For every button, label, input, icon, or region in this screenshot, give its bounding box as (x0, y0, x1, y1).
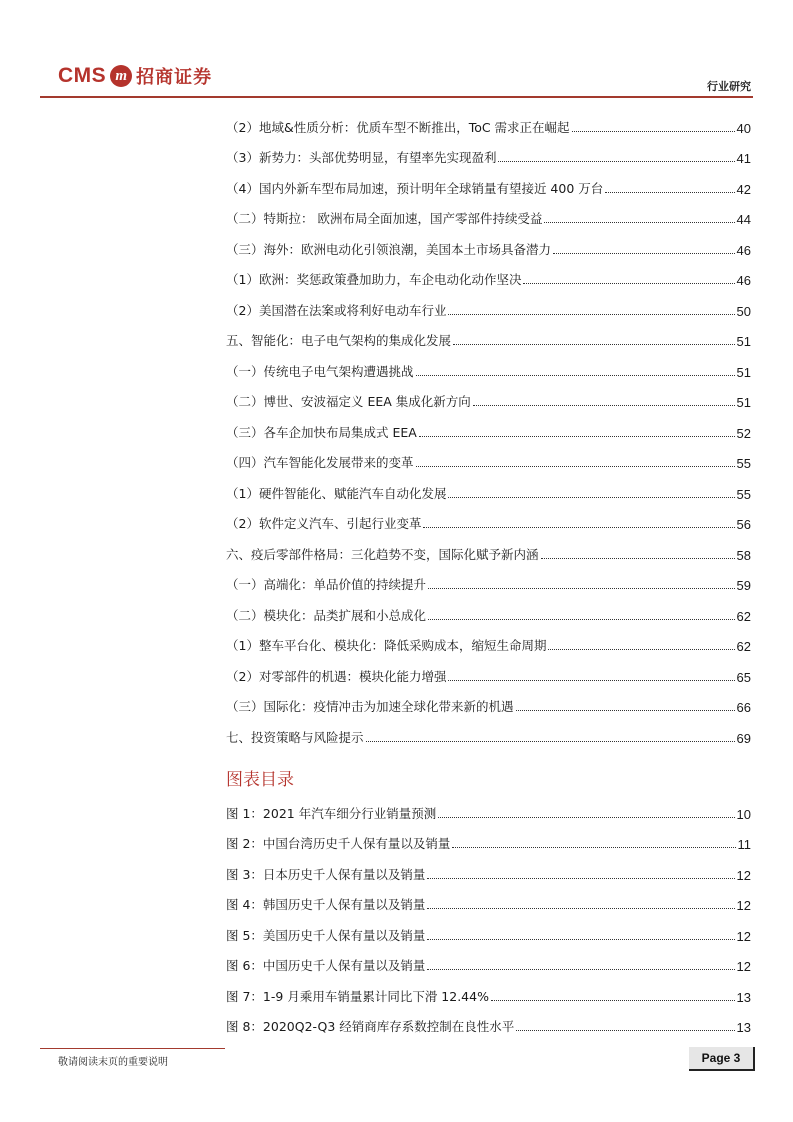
figure-entry[interactable] (226, 1005, 751, 1036)
figure-entry-page: 12 (736, 898, 751, 913)
leader-dots (453, 344, 735, 345)
toc-entry[interactable] (226, 624, 751, 655)
toc-entry-title: （1）欧洲：奖惩政策叠加助力，车企电动化动作坚决 (226, 272, 522, 287)
leader-dots (448, 497, 734, 498)
toc-entry[interactable] (226, 105, 751, 136)
toc-entry-page: 42 (736, 181, 751, 197)
leader-dots (427, 969, 734, 970)
toc-entry-page: 44 (736, 212, 751, 227)
toc-entry[interactable] (226, 410, 751, 441)
leader-dots (523, 283, 734, 284)
toc-entry-page: 46 (736, 273, 751, 288)
figure-entry-page: 13 (736, 989, 751, 1005)
toc-entry-title: 六、疫后零部件格局：三化趋势不变，国际化赋予新内涵 (226, 546, 539, 562)
toc-entry-page: 62 (736, 639, 751, 654)
toc-entry-title: 五、智能化：电子电气架构的集成化发展 (226, 333, 452, 348)
toc-entry[interactable] (226, 136, 751, 167)
figure-entry-title: 图 1：2021 年汽车细分行业销量预测 (226, 805, 437, 821)
toc-entry-page: 56 (736, 517, 751, 532)
toc-entry-page: 55 (736, 486, 751, 502)
logo-chinese-text: 招商证券 (136, 67, 213, 88)
toc-entry-page: 66 (736, 700, 751, 715)
leader-dots (473, 405, 735, 406)
leader-dots (605, 192, 734, 193)
toc-entry[interactable] (226, 563, 751, 594)
figure-entry-title: 图 6：中国历史千人保有量以及销量 (226, 958, 426, 973)
figure-entry[interactable] (226, 883, 751, 914)
toc-entry-title: （四）汽车智能化发展带来的变革 (226, 455, 414, 470)
toc-entry[interactable] (226, 441, 751, 472)
toc-entry-title: （2）美国潜在法案或将利好电动车行业 (226, 302, 447, 318)
toc-entry[interactable] (226, 654, 751, 685)
figure-entry[interactable] (226, 944, 751, 975)
toc-entry[interactable] (226, 197, 751, 228)
toc-entry-page: 51 (736, 395, 751, 410)
leader-dots (491, 1000, 735, 1001)
figure-entry-title: 图 3：日本历史千人保有量以及销量 (226, 866, 426, 882)
toc-entry-title: （1）硬件智能化、赋能汽车自动化发展 (226, 485, 447, 501)
page-number-badge: Page 3 (689, 1047, 755, 1071)
toc-entry[interactable] (226, 685, 751, 716)
toc-entry-title: （三）海外：欧洲电动化引领浪潮，美国本土市场具备潜力 (226, 241, 552, 257)
figure-entry[interactable] (226, 822, 751, 853)
figure-entry-page: 12 (736, 928, 751, 944)
leader-dots (366, 741, 735, 742)
toc-entry-title: （4）国内外新车型布局加速，预计明年全球销量有望接近 400 万台 (226, 180, 604, 196)
logo-seal-icon: m (110, 65, 132, 87)
leader-dots (419, 436, 735, 437)
toc-entry[interactable] (226, 288, 751, 319)
leader-dots (416, 375, 735, 376)
leader-dots (572, 131, 735, 132)
leader-dots (423, 527, 734, 528)
toc-entry-page: 69 (736, 730, 751, 746)
figure-entry[interactable] (226, 913, 751, 944)
leader-dots (498, 161, 734, 162)
toc-entry[interactable] (226, 349, 751, 380)
footer-disclaimer: 敬请阅读末页的重要说明 (58, 1057, 168, 1068)
toc-entry-page: 59 (736, 578, 751, 593)
toc-entry-title: （一）高端化：单品价值的持续提升 (226, 577, 427, 592)
toc-entry-title: （三）各车企加快布局集成式 EEA (226, 424, 417, 440)
figure-entry[interactable] (226, 974, 751, 1005)
footer-divider (40, 1048, 225, 1049)
toc-entry-title: （三）国际化：疫情冲击为加速全球化带来新的机遇 (226, 699, 514, 714)
leader-dots (516, 1030, 734, 1031)
figure-entry-title: 图 4：韩国历史千人保有量以及销量 (226, 897, 426, 912)
figure-entry[interactable] (226, 852, 751, 883)
toc-entry-page: 62 (736, 608, 751, 624)
leader-dots (416, 466, 735, 467)
toc-entry-page: 65 (736, 669, 751, 685)
toc-entry[interactable] (226, 532, 751, 563)
toc-entry-title: （2）地域&性质分析：优质车型不断推出，ToC 需求正在崛起 (226, 119, 570, 135)
toc-entry-page: 58 (736, 547, 751, 563)
leader-dots (438, 817, 734, 818)
figure-entry[interactable] (226, 791, 751, 822)
figure-entry-page: 11 (737, 837, 751, 852)
logo-latin-text: CMS (58, 64, 107, 87)
leader-dots (553, 253, 735, 254)
toc-entry[interactable] (226, 380, 751, 411)
toc-entry-title: （二）博世、安波福定义 EEA 集成化新方向 (226, 394, 471, 409)
leader-dots (516, 710, 735, 711)
toc-entry[interactable] (226, 319, 751, 350)
figure-entry-title: 图 8：2020Q2-Q3 经销商库存系数控制在良性水平 (226, 1019, 515, 1034)
list-of-figures (226, 791, 751, 1035)
leader-dots (428, 619, 735, 620)
leader-dots (427, 878, 734, 879)
figure-entry-page: 10 (736, 806, 751, 822)
toc-entry[interactable] (226, 593, 751, 624)
leader-dots (427, 939, 734, 940)
toc-entry-page: 51 (736, 334, 751, 349)
figure-entry-page: 13 (736, 1020, 751, 1035)
toc-entry-title: （二）模块化：品类扩展和小总成化 (226, 607, 427, 623)
toc-entry-title: （一）传统电子电气架构遭遇挑战 (226, 363, 414, 379)
leader-dots (427, 908, 734, 909)
leader-dots (452, 847, 735, 848)
toc-entry-title: （3）新势力：头部优势明显，有望率先实现盈利 (226, 150, 497, 165)
toc-entry[interactable] (226, 258, 751, 289)
section-label: 行业研究 (707, 80, 751, 93)
leader-dots (544, 222, 734, 223)
figure-entry-title: 图 7：1-9 月乘用车销量累计同比下滑 12.44% (226, 988, 489, 1004)
toc-entry-page: 51 (736, 364, 751, 380)
figure-entry-page: 12 (736, 867, 751, 883)
toc-entry-page: 52 (736, 425, 751, 441)
toc-entry-title: （2）对零部件的机遇：模块化能力增强 (226, 668, 447, 684)
toc-entry[interactable] (226, 471, 751, 502)
leader-dots (541, 558, 735, 559)
toc-entry-page: 41 (736, 151, 751, 166)
header-divider (40, 96, 753, 98)
toc-entry-page: 46 (736, 242, 751, 258)
leader-dots (428, 588, 735, 589)
figures-list-title: 图表目录 (226, 770, 294, 790)
toc-entry-title: （二）特斯拉： 欧洲布局全面加速，国产零部件持续受益 (226, 211, 543, 226)
leader-dots (448, 314, 734, 315)
figure-entry-page: 12 (736, 959, 751, 974)
toc-entry-page: 40 (736, 120, 751, 136)
toc-entry-title: （2）软件定义汽车、引起行业变革 (226, 516, 422, 531)
toc-entry[interactable] (226, 227, 751, 258)
table-of-contents (226, 105, 751, 746)
company-logo (58, 62, 212, 90)
toc-entry-page: 55 (736, 456, 751, 471)
toc-entry-title: （1）整车平台化、模块化：降低采购成本，缩短生命周期 (226, 638, 547, 653)
figure-entry-title: 图 2：中国台湾历史千人保有量以及销量 (226, 836, 451, 851)
leader-dots (448, 680, 734, 681)
toc-entry-page: 50 (736, 303, 751, 319)
leader-dots (548, 649, 734, 650)
toc-entry[interactable] (226, 502, 751, 533)
toc-entry[interactable] (226, 166, 751, 197)
toc-entry-title: 七、投资策略与风险提示 (226, 729, 364, 745)
toc-entry[interactable] (226, 715, 751, 746)
figure-entry-title: 图 5：美国历史千人保有量以及销量 (226, 927, 426, 943)
